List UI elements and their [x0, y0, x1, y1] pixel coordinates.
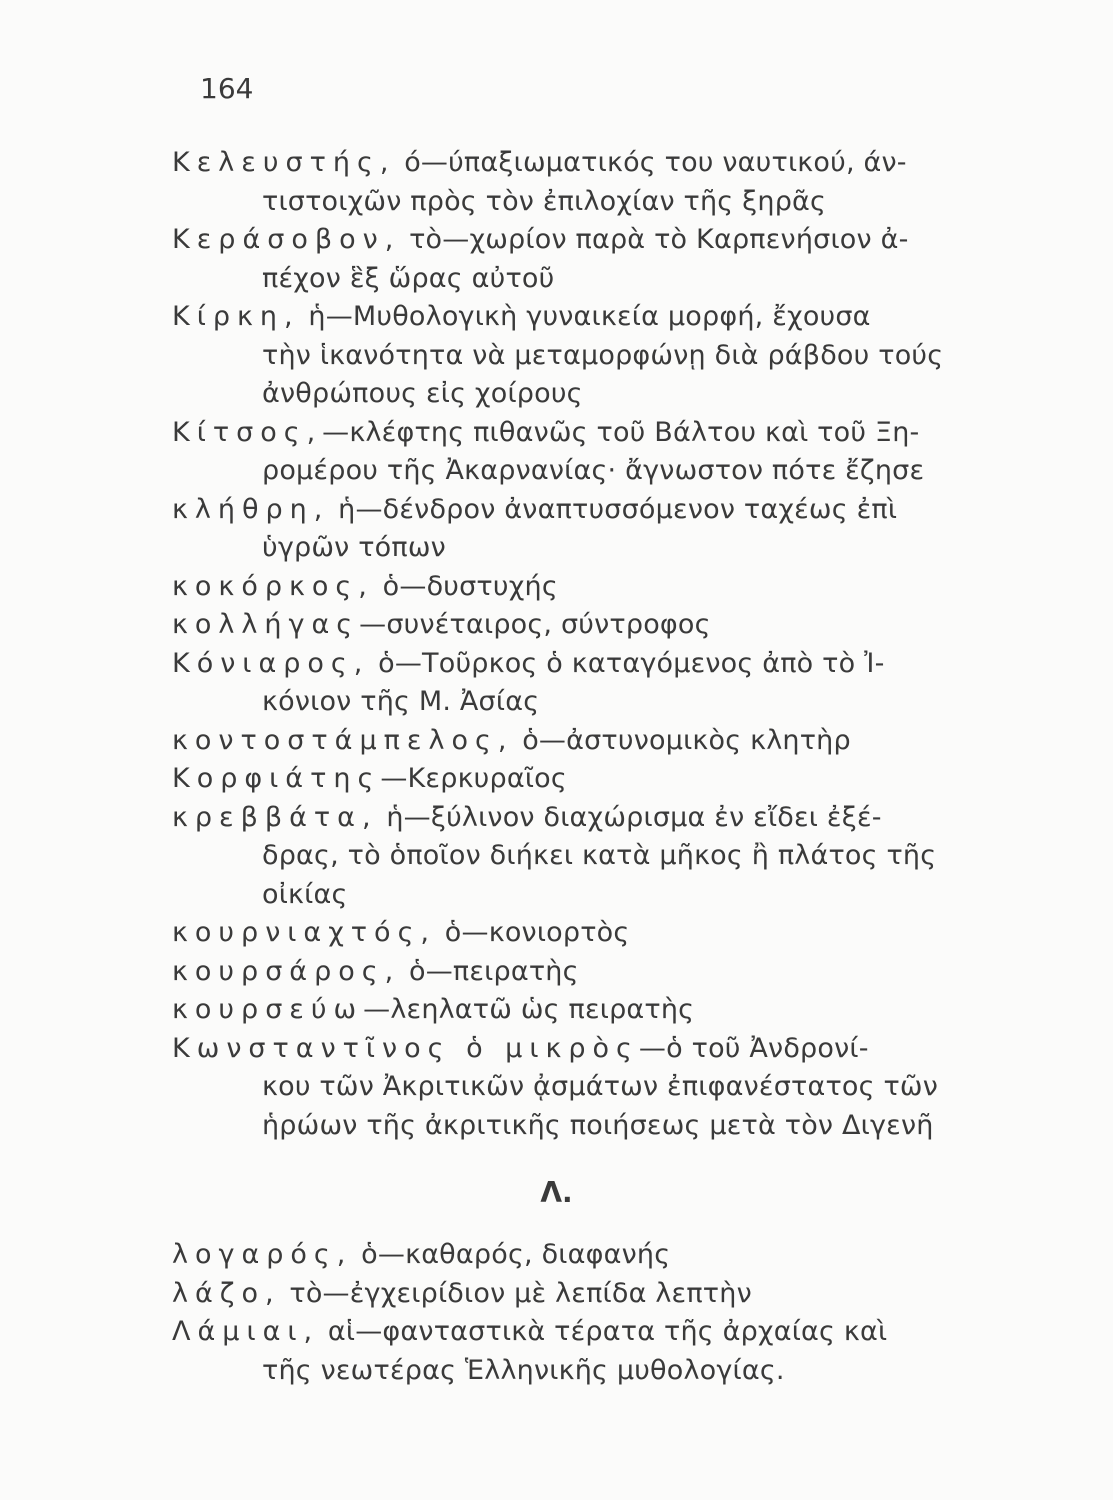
- entry-continuation: ἀνθρώπους εἰς χοίρους: [262, 378, 583, 409]
- entry-definition: ὁ—καθαρός, διαφανής: [352, 1239, 671, 1270]
- entry-headword: κλήθρη,: [172, 493, 330, 525]
- entry-continuation: κόνιον τῆς Μ. Ἀσίας: [262, 686, 540, 717]
- entry-headword: Κίρκη,: [172, 301, 300, 332]
- entry-continuation: οἰκίας: [262, 878, 348, 910]
- entry-definition: —συνέταιρος, σύντροφος: [359, 609, 711, 640]
- entry-headword: κουρσάρος,: [172, 955, 401, 987]
- entry-line: [172, 916, 629, 950]
- entry-definition: τὸ—χωρίον παρὰ τὸ Καρπενήσιον ἀ-: [400, 224, 909, 255]
- page-number: 164: [200, 72, 254, 105]
- entry-definition: ὁ—πειρατὴς: [400, 955, 579, 987]
- entry-definition: —κλέφτης πιθανῶς τοῦ Βάλτου καὶ τοῦ Ξη-: [322, 416, 920, 448]
- entry-line: [172, 608, 711, 642]
- entry-line: [172, 801, 882, 835]
- entry-headword: Κίτσος,: [172, 416, 323, 448]
- entry-continuation: πέχον ἓξ ὥρας αὐτοῦ: [262, 262, 555, 294]
- entry-continuation: ὑγρῶν τόπων: [262, 532, 446, 563]
- entry-line: [172, 993, 694, 1027]
- entry-headword: Κελευστής,: [172, 147, 396, 178]
- entry-continuation: τιστοιχῶν πρὸς τὸν ἐπιλοχίαν τῆς ξηρᾶς: [262, 185, 827, 217]
- entry-definition: ὁ—ἀστυνομικὸς κλητὴρ: [513, 724, 851, 756]
- entry-continuation: τὴν ἱκανότητα νὰ μεταμορφώνῃ διὰ ράβδου τούς: [262, 339, 944, 371]
- entry-line: [172, 724, 851, 758]
- entry-definition: ἡ—ξύλινον διαχώρισμα ἐν εἴδει ἐξέ-: [377, 801, 882, 833]
- entry-definition: αἱ—φανταστικὰ τέρατα τῆς ἀρχαίας καὶ: [319, 1316, 888, 1347]
- entry-headword: κολλήγας: [172, 609, 360, 640]
- entry-headword: κοκόρκος,: [172, 570, 374, 602]
- entry-headword: Κορφιάτης: [172, 763, 381, 794]
- entry-line: [172, 1238, 670, 1272]
- entry-line: [172, 416, 919, 450]
- entry-definition: —λεηλατῶ ὡς πειρατὴς: [363, 994, 695, 1025]
- entry-definition: ὁ—δυστυχής: [373, 570, 558, 602]
- entry-continuation: κου τῶν Ἀκριτικῶν ᾀσμάτων ἐπιφανέστατος τῶν: [262, 1071, 939, 1102]
- entry-line: [172, 300, 871, 334]
- entry-definition: ἡ—Μυθολογικὴ γυναικεία μορφή, ἔχουσα: [299, 301, 871, 332]
- section-heading-lambda: Λ.: [540, 1176, 573, 1209]
- entry-definition: ἡ—δένδρον ἀναπτυσσόμενον ταχέως ἐπὶ: [329, 493, 898, 525]
- entry-headword: λογαρός,: [172, 1239, 353, 1270]
- entry-line: [172, 1277, 752, 1311]
- entry-continuation: ρομέρου τῆς Ἀκαρνανίας· ἄγνωστον πότε ἔζησε: [262, 455, 925, 486]
- entry-line: [172, 223, 909, 257]
- entry-headword: Κόνιαρος,: [172, 647, 370, 679]
- entry-line: [172, 493, 897, 527]
- entry-definition: τὸ—ἐγχειρίδιον μὲ λεπίδα λεπτὴν: [280, 1277, 752, 1309]
- entry-headword: κουρνιαχτός,: [172, 917, 437, 948]
- entry-line: [172, 762, 567, 796]
- entry-definition: ὁ—Τοῦρκος ὁ καταγόμενος ἀπὸ τὸ Ἰ-: [369, 647, 885, 679]
- entry-headword: Κωνσταντῖνος ὁ μικρὸς: [172, 1032, 639, 1064]
- entry-continuation: δρας, τὸ ὁποῖον διήκει κατὰ μῆκος ἢ πλάτος τῆς: [262, 840, 937, 871]
- entry-continuation: τῆς νεωτέρας Ἑλληνικῆς μυθολογίας.: [262, 1354, 785, 1386]
- entry-definition: —Κερκυραῖος: [380, 763, 567, 794]
- entry-headword: κρεββάτα,: [172, 801, 378, 833]
- entry-headword: Λάμιαι,: [172, 1316, 320, 1347]
- entry-definition: ό—ύπαξιωματικός του ναυτικού, άν-: [395, 147, 907, 178]
- entry-definition: —ὁ τοῦ Ἀνδρονί-: [638, 1032, 869, 1064]
- entry-headword: λάζο,: [172, 1277, 281, 1309]
- entry-continuation: ἡρώων τῆς ἀκριτικῆς ποιήσεως μετὰ τὸν Διγενῆ: [262, 1109, 934, 1141]
- entry-headword: Κεράσοβον,: [172, 224, 401, 255]
- entry-line: [172, 647, 885, 681]
- entry-line: [172, 146, 907, 180]
- entry-line: [172, 955, 579, 989]
- entry-line: [172, 570, 558, 604]
- entry-line: [172, 1315, 887, 1349]
- entry-line: [172, 1032, 869, 1066]
- entry-headword: κουρσεύω: [172, 994, 364, 1025]
- entry-headword: κοντοστάμπελος,: [172, 724, 514, 756]
- entry-definition: ὁ—κονιορτὸς: [436, 917, 630, 948]
